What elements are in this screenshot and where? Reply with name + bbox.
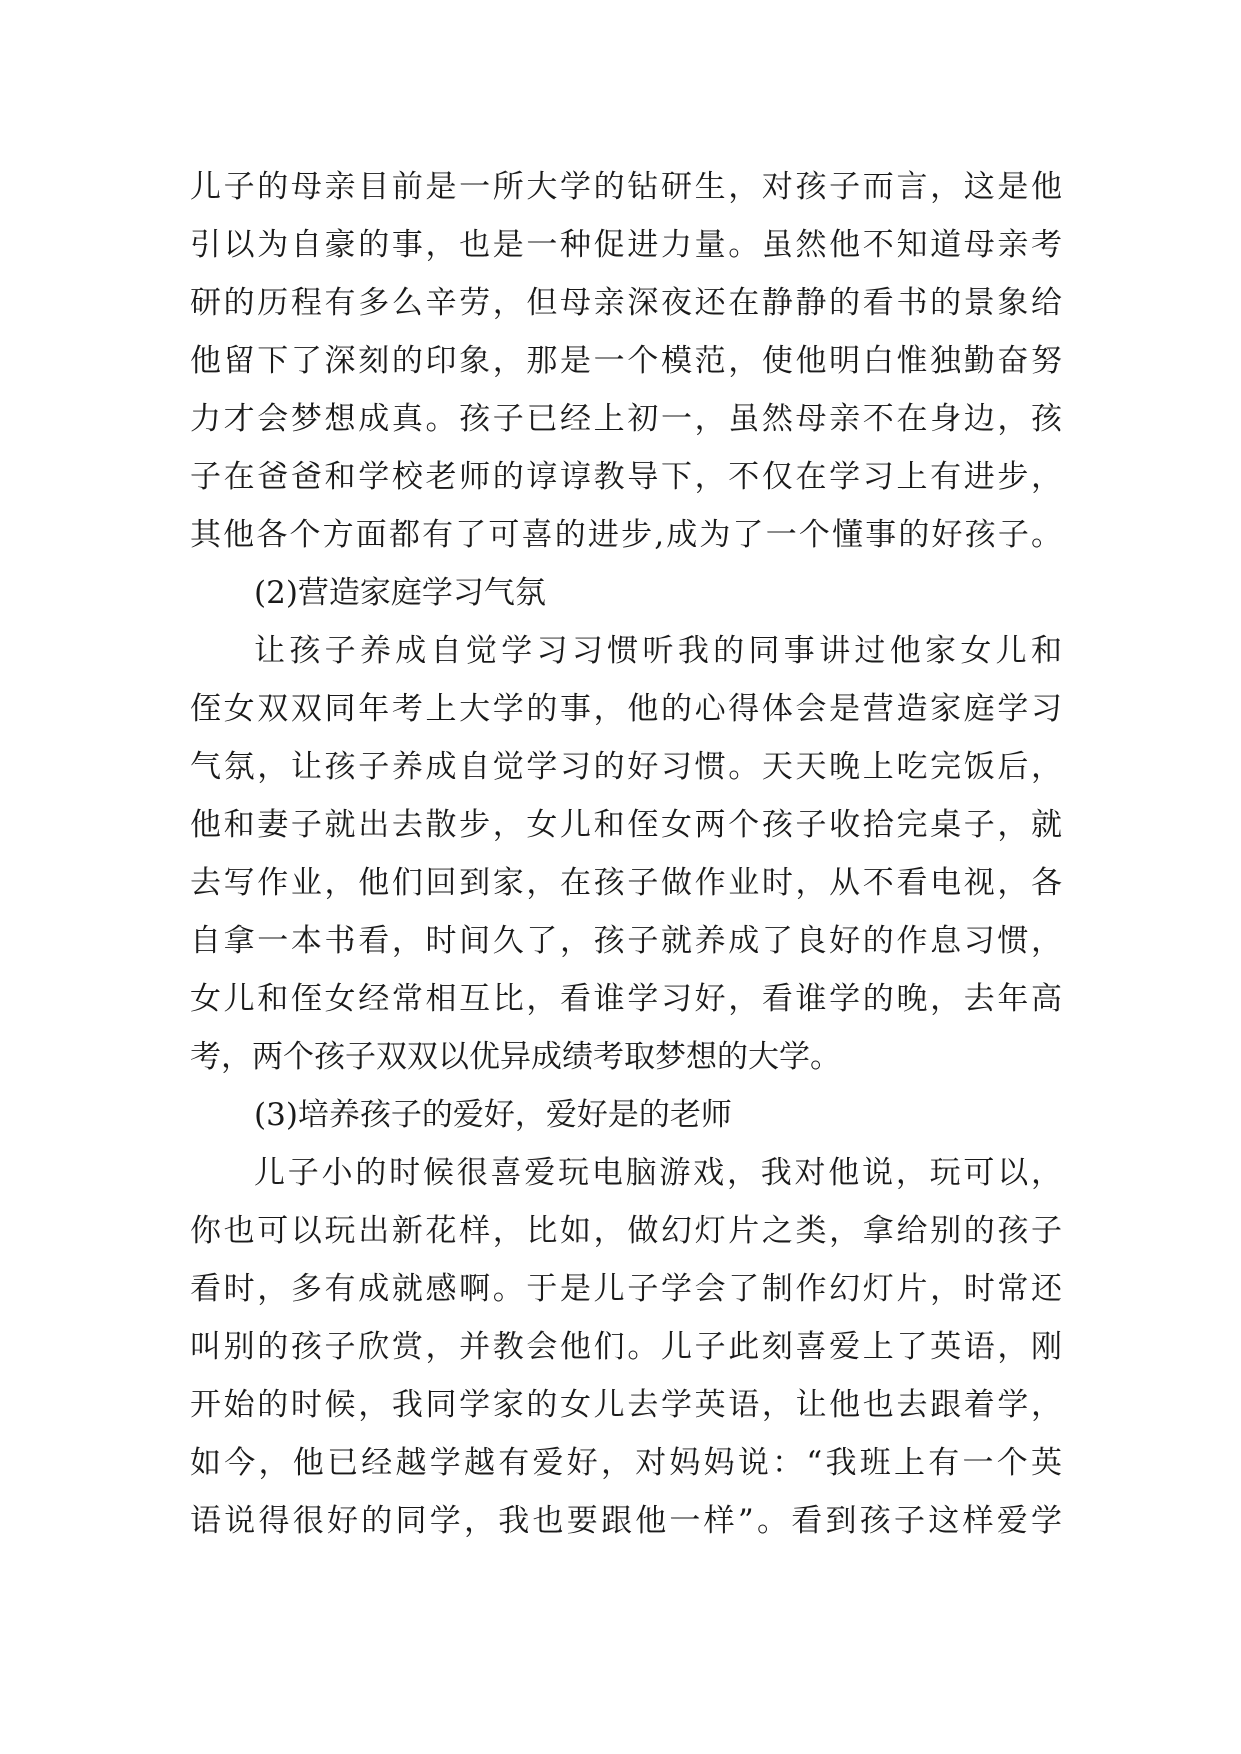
text-line: 儿子小的时候很喜爱玩电脑游戏，我对他说，玩可以，: [254, 1155, 1062, 1191]
text-line: 去写作业，他们回到家，在孩子做作业时，从不看电视，各: [190, 865, 1062, 901]
text-line: 侄女双双同年考上大学的事，他的心得体会是营造家庭学习: [190, 691, 1062, 727]
text-line: 看时，多有成就感啊。于是儿子学会了制作幻灯片，时常还: [190, 1271, 1062, 1307]
text-line: 气氛，让孩子养成自觉学习的好习惯。天天晚上吃完饭后，: [190, 749, 1062, 785]
text-line: 其他各个方面都有了可喜的进步,成为了一个懂事的好孩子。: [190, 517, 1062, 553]
paragraph-interest-cultivation: [190, 1144, 1062, 1550]
text-line: 女儿和侄女经常相互比，看谁学习好，看谁学的晚，去年高: [190, 981, 1062, 1017]
text-line: 他留下了深刻的印象，那是一个模范，使他明白惟独勤奋努: [190, 343, 1062, 379]
text-line: 开始的时候，我同学家的女儿去学英语，让他也去跟着学，: [190, 1387, 1062, 1423]
text-line: 研的历程有多么辛劳，但母亲深夜还在静静的看书的景象给: [190, 285, 1062, 321]
text-line: 语说得很好的同学，我也要跟他一样”。看到孩子这样爱学: [190, 1503, 1062, 1539]
text-line: 如今，他已经越学越有爱好，对妈妈说：“我班上有一个英: [190, 1445, 1062, 1481]
paragraph-mother-example: [190, 158, 1062, 564]
paragraph-family-atmosphere: [190, 622, 1062, 1086]
section-heading-3: (3)培养孩子的爱好，爱好是的老师: [254, 1097, 732, 1133]
document-page: [190, 158, 1062, 1550]
text-line: 自拿一本书看，时间久了，孩子就养成了良好的作息习惯，: [190, 923, 1062, 959]
text-line: 引以为自豪的事，也是一种促进力量。虽然他不知道母亲考: [190, 227, 1062, 263]
text-line: 叫别的孩子欣赏，并教会他们。儿子此刻喜爱上了英语，刚: [190, 1329, 1062, 1365]
text-line: 考，两个孩子双双以优异成绩考取梦想的大学。: [190, 1039, 841, 1075]
section-heading-2: (2)营造家庭学习气氛: [254, 575, 546, 611]
text-line: 儿子的母亲目前是一所大学的钻研生，对孩子而言，这是他: [190, 169, 1062, 205]
text-line: 子在爸爸和学校老师的谆谆教导下，不仅在学习上有进步，: [190, 459, 1062, 495]
text-line: 让孩子养成自觉学习习惯听我的同事讲过他家女儿和: [254, 633, 1062, 669]
text-line: 你也可以玩出新花样，比如，做幻灯片之类，拿给别的孩子: [190, 1213, 1062, 1249]
text-line: 他和妻子就出去散步，女儿和侄女两个孩子收拾完桌子，就: [190, 807, 1062, 843]
text-line: 力才会梦想成真。孩子已经上初一，虽然母亲不在身边，孩: [190, 401, 1062, 437]
